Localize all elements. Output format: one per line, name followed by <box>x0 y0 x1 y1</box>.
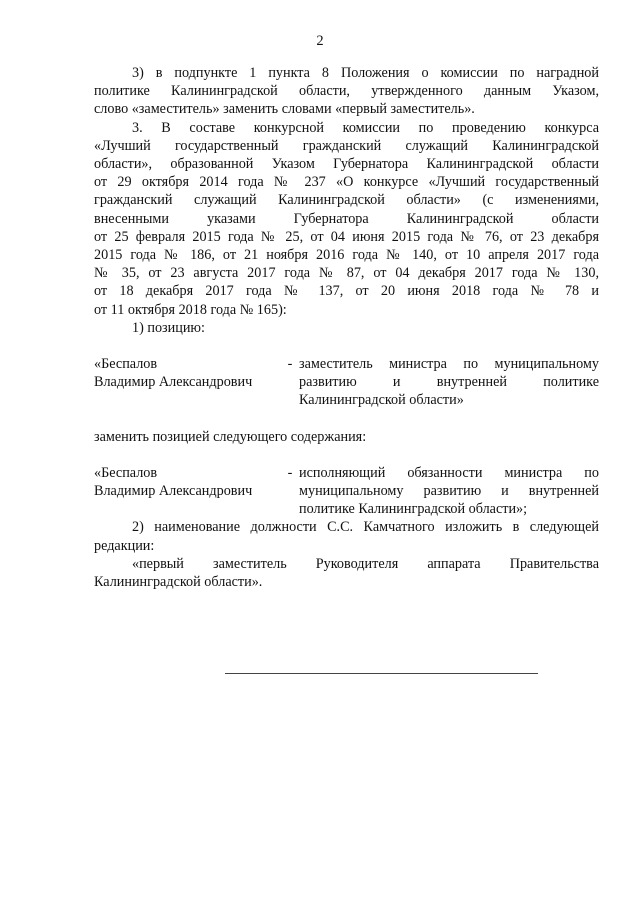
text-line: политике Калининградской области, утвержденного данным Указом, <box>94 83 599 100</box>
text-line: от 11 октября 2018 года № 165): <box>94 301 287 318</box>
text-line: редакции: <box>94 537 155 554</box>
text-line: 2) наименование должности С.С. Камчатного изложить в следующей <box>132 519 599 536</box>
paragraph-quote <box>94 555 599 591</box>
entry-dash: - <box>287 464 293 481</box>
text-line: «первый заместитель Руководителя аппарата Правительства <box>132 555 599 572</box>
surname: «Беспалов <box>94 464 158 481</box>
text-line: от 29 октября 2014 года № 237 «О конкурсе «Лучший государственный <box>94 174 599 191</box>
text-line: 3) в подпункте 1 пункта 8 Положения о комиссии по наградной <box>132 65 599 81</box>
paragraph-subitem-2 <box>94 518 599 554</box>
text-line: Калининградской области» <box>299 392 464 409</box>
paragraph-item-3-subitem <box>94 64 599 119</box>
text-line: муниципальному развитию и внутренней <box>299 483 599 500</box>
entry-dash: - <box>287 356 293 373</box>
position-title <box>299 355 599 410</box>
given-names: Владимир Александрович <box>94 374 253 391</box>
surname: «Беспалов <box>94 356 158 373</box>
text-line: 1) позицию: <box>132 319 205 336</box>
text-line: Калининградской области». <box>94 574 263 591</box>
person-name <box>94 355 284 391</box>
text-line: гражданский служащий Калининградской области» (с изменениями, <box>94 192 599 209</box>
given-names: Владимир Александрович <box>94 483 253 500</box>
text-line: заменить позицией следующего содержания: <box>94 428 367 445</box>
text-line: внесенными указами Губернатора Калининградской области <box>94 210 599 227</box>
person-name <box>94 464 284 500</box>
position-title <box>299 464 599 519</box>
text-line: слово «заместитель» заменить словами «первый заместитель». <box>94 101 475 118</box>
page-number: 2 <box>316 33 324 49</box>
text-line: от 25 февраля 2015 года № 25, от 04 июня 2015 года № 76, от 23 декабря <box>94 228 599 245</box>
paragraph-subitem-1 <box>94 319 599 337</box>
text-line: 3. В составе конкурсной комиссии по проведению конкурса <box>132 119 599 136</box>
document-body <box>94 64 599 591</box>
text-line: заместитель министра по муниципальному <box>299 356 599 373</box>
text-line: политике Калининградской области»; <box>299 501 528 518</box>
closing-divider <box>225 673 538 674</box>
text-line: исполняющий обязанности министра по <box>299 464 599 481</box>
paragraph-replace <box>94 428 599 446</box>
text-line: развитию и внутренней политике <box>299 374 599 391</box>
text-line: 2015 года № 186, от 21 ноября 2016 года № 140, от 10 апреля 2017 года <box>94 247 599 264</box>
text-line: от 18 декабря 2017 года № 137, от 20 июня 2018 года № 78 и <box>94 283 599 300</box>
paragraph-item-3-commission <box>94 119 599 319</box>
text-line: № 35, от 23 августа 2017 года № 87, от 04 декабря 2017 года № 130, <box>94 265 599 282</box>
text-line: области», образованной Указом Губернатора Калининградской области <box>94 156 599 173</box>
text-line: «Лучший государственный гражданский служащий Калининградской <box>94 137 599 154</box>
old-position-entry <box>94 355 599 410</box>
new-position-entry <box>94 464 599 519</box>
